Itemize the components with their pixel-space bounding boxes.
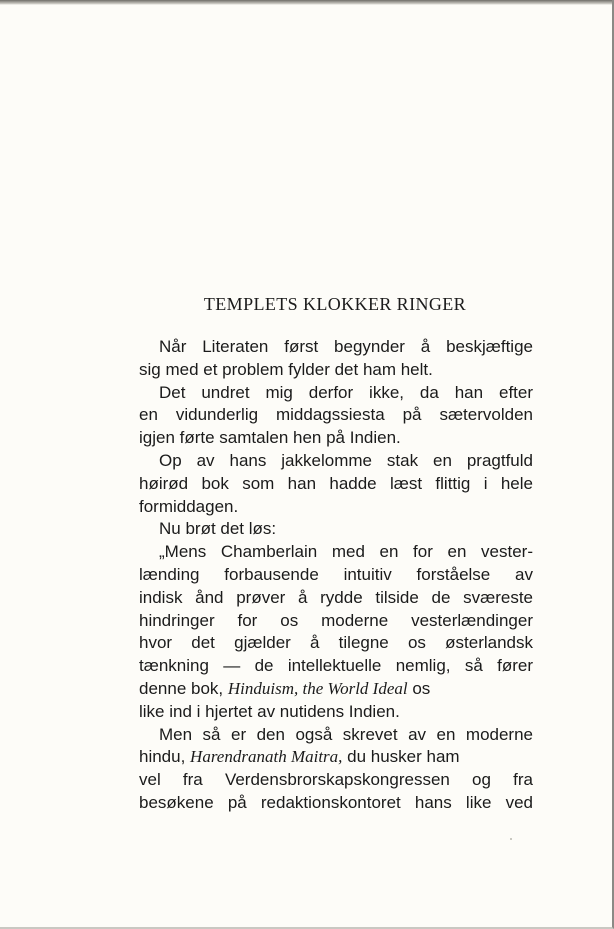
text-line: besøkene på redaktionskontoret hans like ved <box>139 792 533 812</box>
text-line: hvor det gjælder å tilegne os østerlandsk <box>139 633 533 653</box>
text-segment: hindu, <box>139 747 191 767</box>
chapter-title: TEMPLETS KLOKKER RINGER <box>203 294 467 314</box>
body-text <box>139 336 533 815</box>
text-line: Men så er den også skrevet av en moderne <box>159 724 533 744</box>
text-line-with-title <box>139 678 533 701</box>
text-line: like ind i hjertet av nutidens Indien. <box>139 701 400 721</box>
text-line: Det undret mig derfor ikke, da han efter <box>159 382 533 402</box>
text-segment: du husker ham <box>342 747 460 767</box>
text-segment: denne bok, <box>139 678 228 698</box>
text-line: høirød bok som han hadde læst flittig i hele <box>139 473 533 493</box>
paper-speck <box>510 838 512 840</box>
text-line-with-name <box>139 746 533 769</box>
text-line: igjen førte samtalen hen på Indien. <box>139 428 401 448</box>
text-line: hindringer for os moderne vesterlændinger <box>139 610 533 630</box>
text-line: indisk ånd prøver å rydde tilside de sværeste <box>139 587 533 607</box>
text-line: lænding forbausende intuitiv forståelse av <box>139 564 533 584</box>
scan-edge <box>0 0 614 5</box>
text-segment: os <box>407 678 431 698</box>
text-line: vel fra Verdensbrorskapskongressen og fra <box>139 770 533 790</box>
text-line: en vidunderlig middagssiesta på sætervolden <box>139 405 533 425</box>
text-line: Når Literaten først begynder å beskjæftige <box>159 337 533 356</box>
text-line: Op av hans jakkelomme stak en pragtfuld <box>159 450 533 470</box>
text-line: tænkning — de intellektuelle nemlig, så fører <box>139 656 533 676</box>
author-name: Harendranath Maitra, <box>190 747 343 767</box>
book-title: Hinduism, the World Ideal <box>227 678 408 698</box>
text-line: Nu brøt det løs: <box>159 519 277 539</box>
text-line: formiddagen. <box>139 496 239 516</box>
text-line: „Mens Chamberlain med en for en vester- <box>159 542 533 562</box>
text-line: sig med et problem fylder det ham helt. <box>139 359 433 379</box>
